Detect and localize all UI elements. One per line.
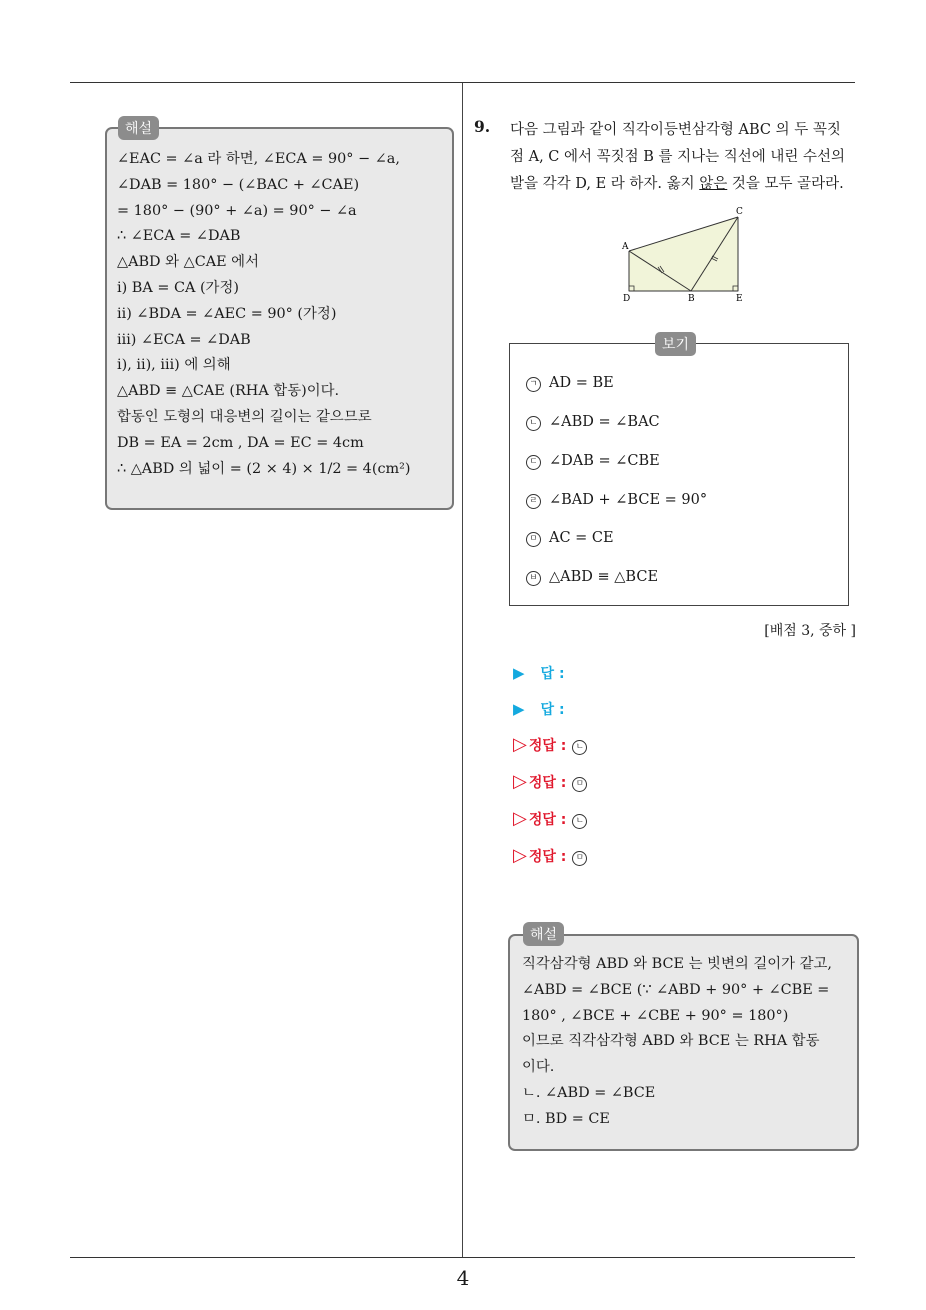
solution-line: ⅱ) ∠BDA = ∠AEC = 90° (가정) xyxy=(117,305,337,322)
solution-line: ∠ABD = ∠BCE (∵ ∠ABD + 90° + ∠CBE = xyxy=(522,981,830,998)
correct-answer-label: 정답 : xyxy=(528,775,567,791)
label-D: D xyxy=(623,294,631,303)
label-B: B xyxy=(688,294,695,303)
bogi-item xyxy=(526,414,660,431)
question-text: 발을 각각 D, E 라 하자. 옳지 xyxy=(510,176,695,192)
left-solution-tag: 해설 xyxy=(118,116,159,140)
solution-line: 직각삼각형 ABD 와 BCE 는 빗변의 길이가 같고, xyxy=(522,956,832,972)
triangle-arrow-icon: ▷ xyxy=(513,845,527,866)
solution-line: △ABD ≡ △CAE (RHA 합동)이다. xyxy=(117,383,340,400)
bogi-item xyxy=(526,569,658,586)
correct-answer-label: 정답 : xyxy=(528,812,567,828)
solution-line: DB = EA = 2cm , DA = EC = 4cm xyxy=(117,434,364,451)
solution-line: 이다. xyxy=(522,1059,555,1076)
bogi-item xyxy=(526,453,660,470)
left-solution-lines xyxy=(117,147,411,482)
answer-row xyxy=(513,663,571,683)
solution-line: ∠DAB = 180° − (∠BAC + ∠CAE) xyxy=(117,176,360,193)
label-A: A xyxy=(622,242,629,252)
correct-answer-label: 정답 : xyxy=(528,738,567,754)
solution-line: 합동인 도형의 대응변의 길이는 같으므로 xyxy=(117,408,372,425)
answer-label: 답 : xyxy=(540,702,565,718)
correct-answer-label: 정답 : xyxy=(528,849,567,865)
triangle-figure xyxy=(617,203,757,303)
figure-fill xyxy=(629,217,738,291)
bogi-text: △ABD ≡ △BCE xyxy=(549,569,659,585)
correct-answer-row xyxy=(513,808,595,829)
triangle-arrow-icon: ▷ xyxy=(513,734,527,755)
correct-answer-row xyxy=(513,734,595,755)
question-text-line-last xyxy=(510,172,844,193)
solution-line: ⅰ) BA = CA (가정) xyxy=(117,279,239,296)
label-C: C xyxy=(736,207,743,217)
solution-line: ㅁ. BD = CE xyxy=(522,1110,610,1127)
footer-rule xyxy=(70,1257,855,1258)
question-text-tail: 것을 모두 골라라. xyxy=(727,176,844,192)
bogi-text: ∠ABD = ∠BAC xyxy=(549,414,660,430)
bogi-mark: ㄹ xyxy=(526,494,541,509)
bogi-text: AC = CE xyxy=(549,530,614,546)
solution-line: 이므로 직각삼각형 ABD 와 BCE 는 RHA 합동 xyxy=(522,1033,820,1050)
bogi-text: ∠DAB = ∠CBE xyxy=(549,453,660,469)
bogi-mark: ㅂ xyxy=(526,571,541,586)
right-solution-tag: 해설 xyxy=(523,922,564,946)
solution-line: ∴ △ABD 의 넓이 = (2 × 4) × 1/2 = 4(cm²) xyxy=(117,460,411,477)
solution-line: ㄴ. ∠ABD = ∠BCE xyxy=(522,1084,656,1101)
score-difficulty: [배점 3, 중하 ] xyxy=(764,623,856,639)
correct-answer-row xyxy=(513,845,595,866)
underlined-word: 않은 xyxy=(699,176,728,192)
bogi-mark: ㄷ xyxy=(526,455,541,470)
play-arrow-icon: ▶ xyxy=(513,700,525,718)
bogi-mark: ㄴ xyxy=(526,416,541,431)
solution-line: = 180° − (90° + ∠a) = 90° − ∠a xyxy=(117,202,357,219)
bogi-item xyxy=(526,530,614,547)
bogi-item xyxy=(526,492,707,509)
solution-line: ∴ ∠ECA = ∠DAB xyxy=(117,228,241,245)
bogi-mark: ㅁ xyxy=(526,532,541,547)
correct-answer-value: ㄴ xyxy=(572,814,587,829)
bogi-tag: 보기 xyxy=(655,332,696,356)
answer-row xyxy=(513,699,571,719)
page-number: 4 xyxy=(456,1266,470,1290)
bogi-text: AD = BE xyxy=(549,375,614,391)
bogi-mark: ㄱ xyxy=(526,377,541,392)
bogi-text: ∠BAD + ∠BCE = 90° xyxy=(549,492,708,508)
solution-line: ⅲ) ∠ECA = ∠DAB xyxy=(117,331,251,348)
solution-line: 180° , ∠BCE + ∠CBE + 90° = 180°) xyxy=(522,1007,789,1024)
play-arrow-icon: ▶ xyxy=(513,664,525,682)
right-solution-lines xyxy=(522,952,832,1133)
correct-answer-value: ㅁ xyxy=(572,777,587,792)
solution-line: △ABD 와 △CAE 에서 xyxy=(117,254,259,271)
question-text-line: 다음 그림과 같이 직각이등변삼각형 ABC 의 두 꼭짓 xyxy=(510,122,841,138)
solution-line: ∠EAC = ∠a 라 하면, ∠ECA = 90° − ∠a, xyxy=(117,151,400,167)
answer-label: 답 : xyxy=(540,666,565,682)
correct-answer-value: ㄴ xyxy=(572,740,587,755)
label-E: E xyxy=(736,294,743,303)
triangle-arrow-icon: ▷ xyxy=(513,771,527,792)
correct-answer-row xyxy=(513,771,595,792)
bogi-item xyxy=(526,375,614,392)
question-text-line: 점 A, C 에서 꼭짓점 B 를 지나는 직선에 내린 수선의 xyxy=(510,149,846,165)
question-number: 9. xyxy=(474,117,491,136)
correct-answer-value: ㅁ xyxy=(572,851,587,866)
column-divider xyxy=(462,83,463,1258)
solution-line: ⅰ), ⅱ), ⅲ) 에 의해 xyxy=(117,357,231,374)
triangle-arrow-icon: ▷ xyxy=(513,808,527,829)
